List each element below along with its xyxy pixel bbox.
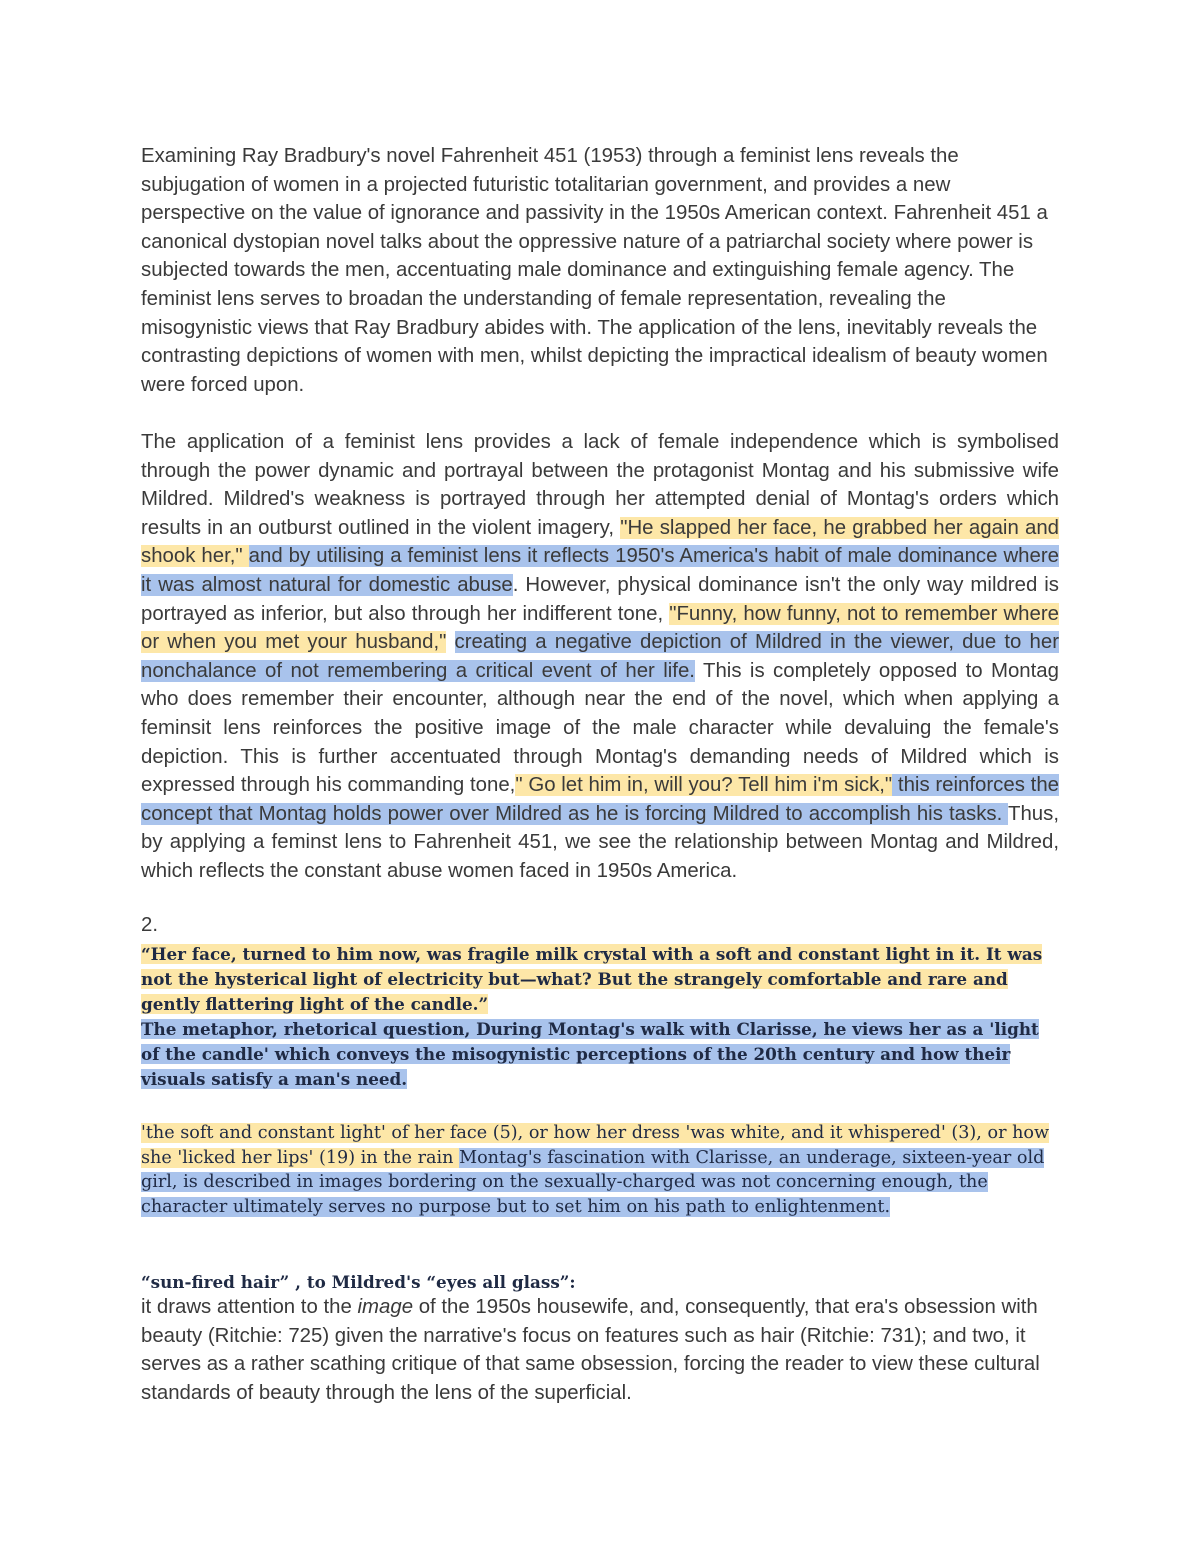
quote-block [141,942,1059,1017]
quote-highlight: 'the soft and constant light' of her face (5), or how her dress 'was white, and it whispered' (3), or how she 'licked her lips' (19) in the rain [141,1123,1050,1168]
heading-text: “sun-fired hair” , to Mildred's “eyes all glass”: [141,1272,576,1292]
quote-highlight: “Her face, turned to him now, was fragile milk crystal with a soft and constant light in it. It was not the hysterical light of electricity but—what? But the strangely comfortable and rare and gently flattering light of the candle.” [141,944,1043,1014]
spacer-text [446,631,454,653]
analysis-highlight: During Montag's walk with Clarisse, he views her as a 'light of the candle' which conveys the misogynistic perceptions of the 20th century and how their visuals satisfy a man's need. [141,1019,1039,1089]
paragraph-text: Thus, by applying a feminst lens to Fahrenheit 451, we see the relationship between Montag and Mildred, which reflects the constant abuse women faced in 1950s America. [141,802,1059,882]
analysis-highlight: creating a negative depiction of Mildred in the viewer, due to her nonchalance of not remembering a critical event of her life. [141,631,1059,682]
quote-highlight: "He slapped her face, he grabbed her again and shook her," [141,516,1059,568]
section-heading [141,1270,1059,1295]
closing-paragraph [141,1293,1059,1407]
analysis-highlight: this reinforces the concept that Montag holds power over Mildred as he is forcing Mildred to accomplish his tasks. [141,774,1059,825]
analysis-block [141,1017,1059,1092]
paragraph-text: This is completely opposed to Montag who does remember their encounter, although near the end of the novel, which when applying a feminsit lens reinforces the positive image of the male character while devaluing the female's depiction. This is further accentuated through Montag's demanding needs of Mildred which is expressed through his commanding tone, [141,659,1059,797]
quote-highlight: "Funny, how funny, not to remember where or when you met your husband," [141,602,1059,654]
section-number: 2. [141,914,159,936]
analysis-highlight: Montag's fascination with Clarisse, an underage, sixteen-year old girl, is described in images bordering on the sexually-charged was not concerning enough, the character ultimately serves no purpose but to set him on his path to enlightenment. [141,1147,1045,1217]
paragraph-text: it draws attention to the [141,1296,358,1318]
analysis-highlight: and by utilising a feminist lens it reflects 1950's America's habit of male dominance where it was almost natural for domestic abuse [141,545,1059,596]
emphasis-text: image [357,1296,414,1318]
paragraph-text: The application of a feminist lens provides a lack of female independence which is symbolised through the power dynamic and portrayal between the protagonist Montag and his submissive wife Mildred. Mildred's weakness is portrayed through her attempted denial of Montag's orders which results in an outburst outlined in the violent imagery, [141,431,1059,539]
body-paragraph [141,428,1059,886]
paragraph-text: . However, physical dominance isn't the only way mildred is portrayed as inferior, but also through her indifferent tone, [141,573,1059,625]
clarisse-paragraph [141,1121,1059,1219]
analysis-highlight: The metaphor, rhetorical question, [141,1019,477,1039]
quote-highlight: " Go let him in, will you? Tell him i'm sick," [515,774,893,797]
paragraph-text: of the 1950s housewife, and, consequently, that era's obsession with beauty (Ritchie: 725) given the narrative's focus on features such as hair (Ritchie: 731); and two, it serves as a rather scathing critique of that same obsession, forcing the reader to view these cultural standards of beauty through the lens of the superficial. [141,1296,1040,1404]
intro-paragraph: Examining Ray Bradbury's novel Fahrenheit 451 (1953) through a feminist lens reveals the subjugation of women in a projected futuristic totalitarian government, and provides a new perspective on the value of ignorance and passivity in the 1950s American context. Fahrenheit 451 a canonical dystopian novel talks about the oppressive nature of a patriarchal society where power is subjected towards the men, accentuating male dominance and extinguishing female agency. The feminist lens serves to broadan the understanding of female representation, revealing the misogynistic views that Ray Bradbury abides with. The application of the lens, inevitably reveals the contrasting depictions of women with men, whilst depicting the impractical idealism of beauty women were forced upon. [141,145,1048,396]
